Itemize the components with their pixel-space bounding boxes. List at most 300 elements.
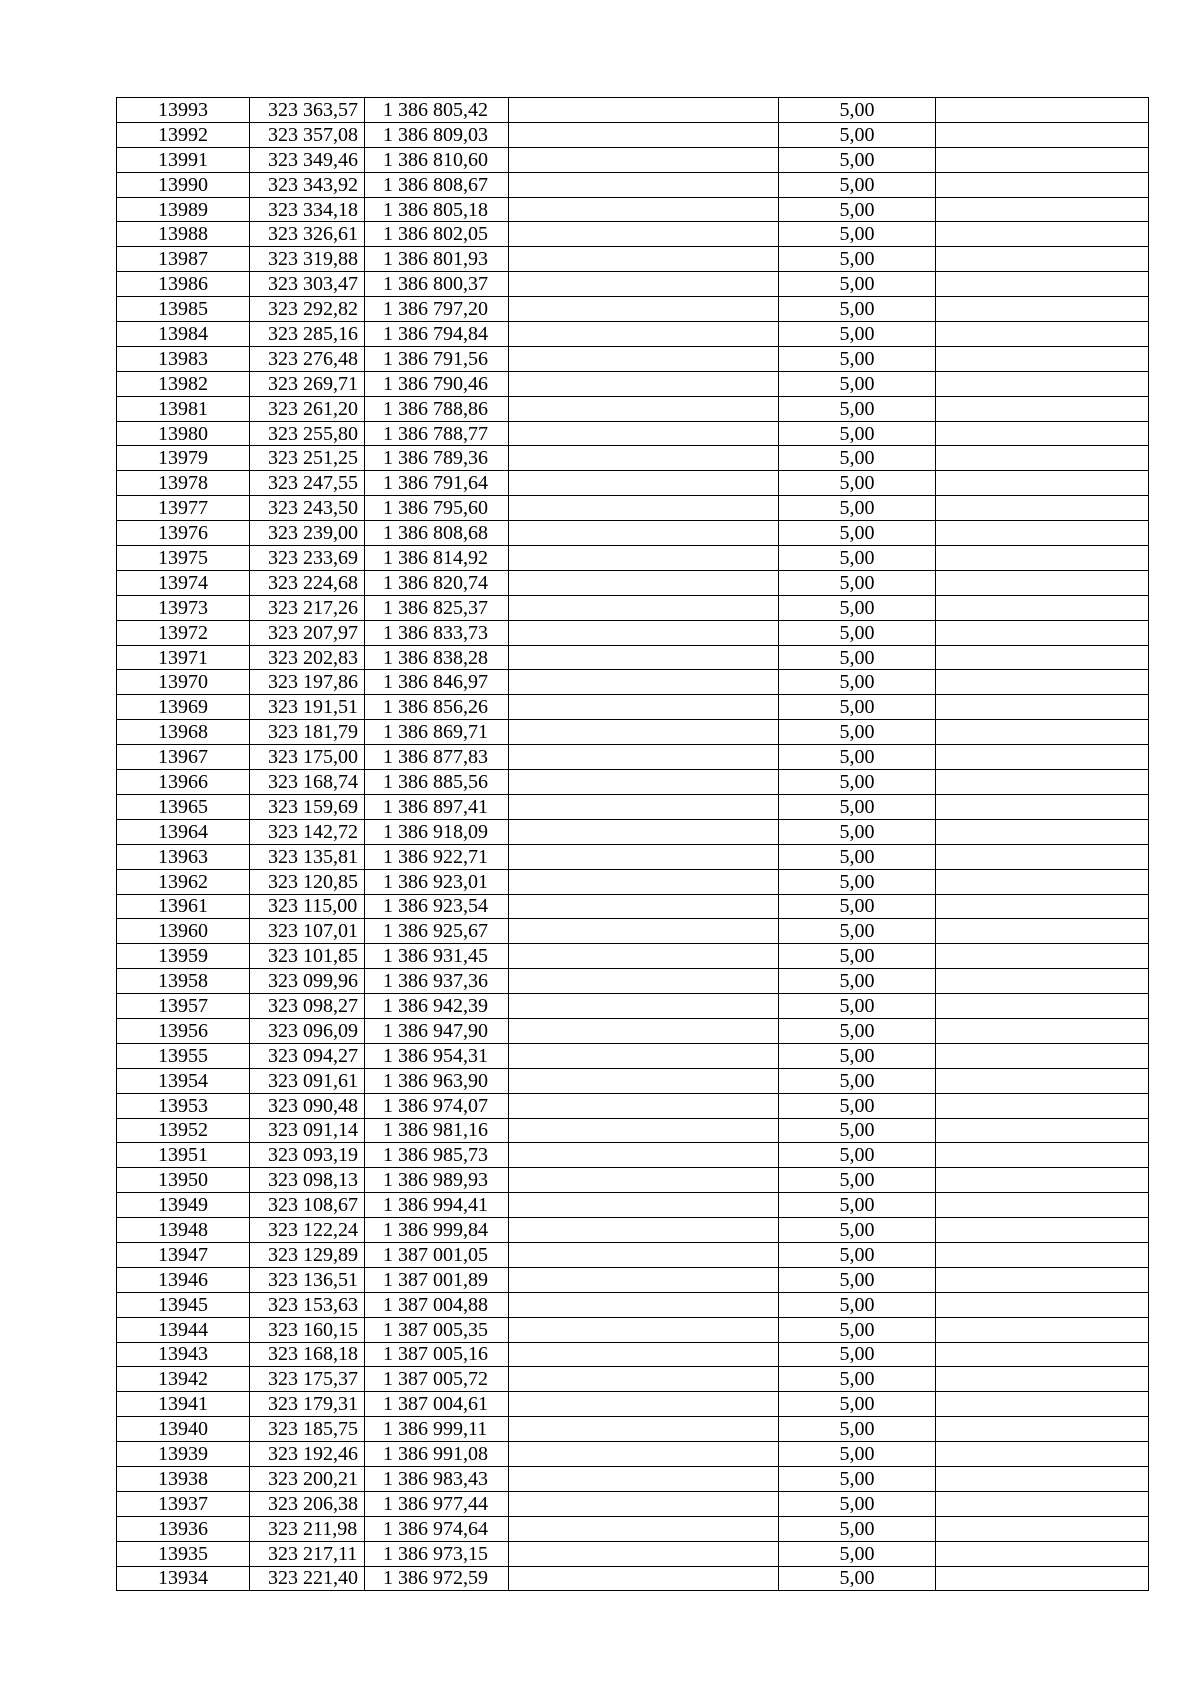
y-coordinate-cell: 1 386 808,68: [365, 521, 509, 546]
y-coordinate-cell: 1 386 991,08: [365, 1442, 509, 1467]
table-row: [117, 1392, 1149, 1417]
y-coordinate-cell: 1 386 925,67: [365, 919, 509, 944]
description-cell: [509, 1143, 779, 1168]
y-coordinate-cell: 1 386 797,20: [365, 297, 509, 322]
note-cell: [936, 919, 1149, 944]
table-row: [117, 1193, 1149, 1218]
accuracy-cell: 5,00: [779, 396, 936, 421]
note-cell: [936, 570, 1149, 595]
note-cell: [936, 994, 1149, 1019]
y-coordinate-cell: 1 386 974,64: [365, 1516, 509, 1541]
table-row: [117, 1292, 1149, 1317]
x-coordinate-cell: 323 221,40: [250, 1566, 365, 1591]
description-cell: [509, 1516, 779, 1541]
table-row: [117, 272, 1149, 297]
table-row: [117, 1093, 1149, 1118]
point-number-cell: 13985: [117, 297, 250, 322]
x-coordinate-cell: 323 129,89: [250, 1242, 365, 1267]
accuracy-cell: 5,00: [779, 695, 936, 720]
note-cell: [936, 98, 1149, 123]
point-number-cell: 13935: [117, 1541, 250, 1566]
accuracy-cell: 5,00: [779, 496, 936, 521]
x-coordinate-cell: 323 142,72: [250, 819, 365, 844]
table-row: [117, 446, 1149, 471]
point-number-cell: 13987: [117, 247, 250, 272]
point-number-cell: 13948: [117, 1218, 250, 1243]
point-number-cell: 13966: [117, 770, 250, 795]
y-coordinate-cell: 1 386 791,64: [365, 471, 509, 496]
x-coordinate-cell: 323 326,61: [250, 222, 365, 247]
x-coordinate-cell: 323 357,08: [250, 122, 365, 147]
note-cell: [936, 1342, 1149, 1367]
note-cell: [936, 322, 1149, 347]
point-number-cell: 13978: [117, 471, 250, 496]
x-coordinate-cell: 323 261,20: [250, 396, 365, 421]
accuracy-cell: 5,00: [779, 1516, 936, 1541]
description-cell: [509, 371, 779, 396]
point-number-cell: 13971: [117, 645, 250, 670]
x-coordinate-cell: 323 224,68: [250, 570, 365, 595]
accuracy-cell: 5,00: [779, 371, 936, 396]
y-coordinate-cell: 1 386 794,84: [365, 322, 509, 347]
x-coordinate-cell: 323 094,27: [250, 1043, 365, 1068]
x-coordinate-cell: 323 107,01: [250, 919, 365, 944]
description-cell: [509, 1367, 779, 1392]
accuracy-cell: 5,00: [779, 1367, 936, 1392]
table-row: [117, 869, 1149, 894]
note-cell: [936, 595, 1149, 620]
note-cell: [936, 1242, 1149, 1267]
y-coordinate-cell: 1 386 805,42: [365, 98, 509, 123]
note-cell: [936, 1018, 1149, 1043]
x-coordinate-cell: 323 185,75: [250, 1417, 365, 1442]
accuracy-cell: 5,00: [779, 1218, 936, 1243]
description-cell: [509, 521, 779, 546]
table-row: [117, 147, 1149, 172]
description-cell: [509, 1317, 779, 1342]
x-coordinate-cell: 323 349,46: [250, 147, 365, 172]
table-row: [117, 1018, 1149, 1043]
table-row: [117, 1516, 1149, 1541]
accuracy-cell: 5,00: [779, 670, 936, 695]
x-coordinate-cell: 323 090,48: [250, 1093, 365, 1118]
y-coordinate-cell: 1 387 005,16: [365, 1342, 509, 1367]
description-cell: [509, 570, 779, 595]
note-cell: [936, 1466, 1149, 1491]
note-cell: [936, 1566, 1149, 1591]
note-cell: [936, 147, 1149, 172]
x-coordinate-cell: 323 255,80: [250, 421, 365, 446]
description-cell: [509, 172, 779, 197]
table-row: [117, 222, 1149, 247]
table-row: [117, 1043, 1149, 1068]
accuracy-cell: 5,00: [779, 1466, 936, 1491]
description-cell: [509, 869, 779, 894]
accuracy-cell: 5,00: [779, 720, 936, 745]
table-row: [117, 421, 1149, 446]
point-number-cell: 13958: [117, 969, 250, 994]
accuracy-cell: 5,00: [779, 98, 936, 123]
x-coordinate-cell: 323 206,38: [250, 1491, 365, 1516]
description-cell: [509, 770, 779, 795]
point-number-cell: 13963: [117, 844, 250, 869]
x-coordinate-cell: 323 181,79: [250, 720, 365, 745]
table-row: [117, 1143, 1149, 1168]
note-cell: [936, 645, 1149, 670]
table-row: [117, 1566, 1149, 1591]
description-cell: [509, 1093, 779, 1118]
accuracy-cell: 5,00: [779, 1143, 936, 1168]
accuracy-cell: 5,00: [779, 272, 936, 297]
note-cell: [936, 819, 1149, 844]
table-row: [117, 944, 1149, 969]
note-cell: [936, 745, 1149, 770]
accuracy-cell: 5,00: [779, 894, 936, 919]
point-number-cell: 13962: [117, 869, 250, 894]
note-cell: [936, 1516, 1149, 1541]
table-row: [117, 1417, 1149, 1442]
accuracy-cell: 5,00: [779, 819, 936, 844]
description-cell: [509, 1018, 779, 1043]
description-cell: [509, 421, 779, 446]
x-coordinate-cell: 323 292,82: [250, 297, 365, 322]
x-coordinate-cell: 323 211,98: [250, 1516, 365, 1541]
description-cell: [509, 595, 779, 620]
description-cell: [509, 1442, 779, 1467]
point-number-cell: 13989: [117, 197, 250, 222]
description-cell: [509, 745, 779, 770]
description-cell: [509, 720, 779, 745]
accuracy-cell: 5,00: [779, 770, 936, 795]
point-number-cell: 13969: [117, 695, 250, 720]
accuracy-cell: 5,00: [779, 1566, 936, 1591]
point-number-cell: 13944: [117, 1317, 250, 1342]
note-cell: [936, 272, 1149, 297]
y-coordinate-cell: 1 386 994,41: [365, 1193, 509, 1218]
table-row: [117, 794, 1149, 819]
point-number-cell: 13991: [117, 147, 250, 172]
table-row: [117, 1541, 1149, 1566]
point-number-cell: 13936: [117, 1516, 250, 1541]
point-number-cell: 13975: [117, 546, 250, 571]
x-coordinate-cell: 323 091,14: [250, 1118, 365, 1143]
x-coordinate-cell: 323 120,85: [250, 869, 365, 894]
y-coordinate-cell: 1 386 985,73: [365, 1143, 509, 1168]
description-cell: [509, 322, 779, 347]
point-number-cell: 13959: [117, 944, 250, 969]
point-number-cell: 13982: [117, 371, 250, 396]
x-coordinate-cell: 323 098,13: [250, 1168, 365, 1193]
y-coordinate-cell: 1 387 005,35: [365, 1317, 509, 1342]
point-number-cell: 13945: [117, 1292, 250, 1317]
table-row: [117, 1218, 1149, 1243]
description-cell: [509, 1267, 779, 1292]
description-cell: [509, 546, 779, 571]
accuracy-cell: 5,00: [779, 919, 936, 944]
table-row: [117, 371, 1149, 396]
description-cell: [509, 1043, 779, 1068]
accuracy-cell: 5,00: [779, 346, 936, 371]
table-row: [117, 322, 1149, 347]
x-coordinate-cell: 323 197,86: [250, 670, 365, 695]
y-coordinate-cell: 1 386 801,93: [365, 247, 509, 272]
description-cell: [509, 1193, 779, 1218]
y-coordinate-cell: 1 387 001,89: [365, 1267, 509, 1292]
accuracy-cell: 5,00: [779, 944, 936, 969]
table-row: [117, 471, 1149, 496]
note-cell: [936, 297, 1149, 322]
point-number-cell: 13972: [117, 620, 250, 645]
y-coordinate-cell: 1 386 833,73: [365, 620, 509, 645]
accuracy-cell: 5,00: [779, 1342, 936, 1367]
x-coordinate-cell: 323 159,69: [250, 794, 365, 819]
x-coordinate-cell: 323 115,00: [250, 894, 365, 919]
description-cell: [509, 1491, 779, 1516]
x-coordinate-cell: 323 334,18: [250, 197, 365, 222]
accuracy-cell: 5,00: [779, 446, 936, 471]
y-coordinate-cell: 1 386 810,60: [365, 147, 509, 172]
note-cell: [936, 720, 1149, 745]
note-cell: [936, 969, 1149, 994]
description-cell: [509, 1168, 779, 1193]
x-coordinate-cell: 323 136,51: [250, 1267, 365, 1292]
accuracy-cell: 5,00: [779, 969, 936, 994]
y-coordinate-cell: 1 386 808,67: [365, 172, 509, 197]
description-cell: [509, 1541, 779, 1566]
description-cell: [509, 620, 779, 645]
coordinates-table: [116, 97, 1149, 1591]
note-cell: [936, 1043, 1149, 1068]
note-cell: [936, 197, 1149, 222]
x-coordinate-cell: 323 251,25: [250, 446, 365, 471]
accuracy-cell: 5,00: [779, 546, 936, 571]
point-number-cell: 13951: [117, 1143, 250, 1168]
note-cell: [936, 1541, 1149, 1566]
x-coordinate-cell: 323 269,71: [250, 371, 365, 396]
accuracy-cell: 5,00: [779, 1242, 936, 1267]
y-coordinate-cell: 1 386 846,97: [365, 670, 509, 695]
table-row: [117, 1168, 1149, 1193]
note-cell: [936, 1317, 1149, 1342]
note-cell: [936, 944, 1149, 969]
table-row: [117, 770, 1149, 795]
x-coordinate-cell: 323 096,09: [250, 1018, 365, 1043]
description-cell: [509, 819, 779, 844]
accuracy-cell: 5,00: [779, 147, 936, 172]
x-coordinate-cell: 323 192,46: [250, 1442, 365, 1467]
point-number-cell: 13957: [117, 994, 250, 1019]
description-cell: [509, 1392, 779, 1417]
point-number-cell: 13939: [117, 1442, 250, 1467]
note-cell: [936, 172, 1149, 197]
table-row: [117, 98, 1149, 123]
point-number-cell: 13992: [117, 122, 250, 147]
accuracy-cell: 5,00: [779, 247, 936, 272]
point-number-cell: 13947: [117, 1242, 250, 1267]
x-coordinate-cell: 323 276,48: [250, 346, 365, 371]
table-row: [117, 969, 1149, 994]
description-cell: [509, 446, 779, 471]
table-row: [117, 1367, 1149, 1392]
accuracy-cell: 5,00: [779, 521, 936, 546]
table-row: [117, 496, 1149, 521]
description-cell: [509, 122, 779, 147]
table-row: [117, 247, 1149, 272]
table-row: [117, 396, 1149, 421]
point-number-cell: 13956: [117, 1018, 250, 1043]
note-cell: [936, 1491, 1149, 1516]
note-cell: [936, 1143, 1149, 1168]
accuracy-cell: 5,00: [779, 1168, 936, 1193]
note-cell: [936, 371, 1149, 396]
note-cell: [936, 122, 1149, 147]
description-cell: [509, 695, 779, 720]
note-cell: [936, 1392, 1149, 1417]
y-coordinate-cell: 1 386 918,09: [365, 819, 509, 844]
y-coordinate-cell: 1 386 922,71: [365, 844, 509, 869]
point-number-cell: 13967: [117, 745, 250, 770]
description-cell: [509, 272, 779, 297]
x-coordinate-cell: 323 135,81: [250, 844, 365, 869]
x-coordinate-cell: 323 179,31: [250, 1392, 365, 1417]
y-coordinate-cell: 1 386 974,07: [365, 1093, 509, 1118]
description-cell: [509, 994, 779, 1019]
point-number-cell: 13943: [117, 1342, 250, 1367]
y-coordinate-cell: 1 386 999,11: [365, 1417, 509, 1442]
note-cell: [936, 396, 1149, 421]
description-cell: [509, 1292, 779, 1317]
note-cell: [936, 695, 1149, 720]
note-cell: [936, 496, 1149, 521]
x-coordinate-cell: 323 175,00: [250, 745, 365, 770]
note-cell: [936, 770, 1149, 795]
note-cell: [936, 1218, 1149, 1243]
table-row: [117, 521, 1149, 546]
point-number-cell: 13984: [117, 322, 250, 347]
description-cell: [509, 1218, 779, 1243]
point-number-cell: 13949: [117, 1193, 250, 1218]
table-row: [117, 1442, 1149, 1467]
y-coordinate-cell: 1 386 973,15: [365, 1541, 509, 1566]
point-number-cell: 13988: [117, 222, 250, 247]
x-coordinate-cell: 323 217,26: [250, 595, 365, 620]
table-row: [117, 645, 1149, 670]
note-cell: [936, 1118, 1149, 1143]
y-coordinate-cell: 1 387 005,72: [365, 1367, 509, 1392]
note-cell: [936, 869, 1149, 894]
point-number-cell: 13961: [117, 894, 250, 919]
point-number-cell: 13980: [117, 421, 250, 446]
note-cell: [936, 247, 1149, 272]
accuracy-cell: 5,00: [779, 645, 936, 670]
note-cell: [936, 670, 1149, 695]
point-number-cell: 13986: [117, 272, 250, 297]
y-coordinate-cell: 1 386 947,90: [365, 1018, 509, 1043]
table-row: [117, 297, 1149, 322]
table-row: [117, 346, 1149, 371]
y-coordinate-cell: 1 386 802,05: [365, 222, 509, 247]
accuracy-cell: 5,00: [779, 620, 936, 645]
point-number-cell: 13952: [117, 1118, 250, 1143]
accuracy-cell: 5,00: [779, 1193, 936, 1218]
x-coordinate-cell: 323 099,96: [250, 969, 365, 994]
note-cell: [936, 894, 1149, 919]
x-coordinate-cell: 323 168,74: [250, 770, 365, 795]
point-number-cell: 13937: [117, 1491, 250, 1516]
y-coordinate-cell: 1 386 877,83: [365, 745, 509, 770]
accuracy-cell: 5,00: [779, 1068, 936, 1093]
description-cell: [509, 247, 779, 272]
y-coordinate-cell: 1 386 972,59: [365, 1566, 509, 1591]
table-row: [117, 844, 1149, 869]
note-cell: [936, 1093, 1149, 1118]
table-row: [117, 745, 1149, 770]
table-row: [117, 1342, 1149, 1367]
note-cell: [936, 446, 1149, 471]
description-cell: [509, 844, 779, 869]
note-cell: [936, 620, 1149, 645]
table-row: [117, 1491, 1149, 1516]
y-coordinate-cell: 1 386 856,26: [365, 695, 509, 720]
note-cell: [936, 794, 1149, 819]
point-number-cell: 13942: [117, 1367, 250, 1392]
accuracy-cell: 5,00: [779, 595, 936, 620]
y-coordinate-cell: 1 386 989,93: [365, 1168, 509, 1193]
accuracy-cell: 5,00: [779, 844, 936, 869]
accuracy-cell: 5,00: [779, 1491, 936, 1516]
accuracy-cell: 5,00: [779, 869, 936, 894]
point-number-cell: 13968: [117, 720, 250, 745]
y-coordinate-cell: 1 386 825,37: [365, 595, 509, 620]
table-row: [117, 695, 1149, 720]
accuracy-cell: 5,00: [779, 1392, 936, 1417]
point-number-cell: 13993: [117, 98, 250, 123]
accuracy-cell: 5,00: [779, 1442, 936, 1467]
accuracy-cell: 5,00: [779, 297, 936, 322]
point-number-cell: 13940: [117, 1417, 250, 1442]
x-coordinate-cell: 323 175,37: [250, 1367, 365, 1392]
accuracy-cell: 5,00: [779, 1043, 936, 1068]
x-coordinate-cell: 323 363,57: [250, 98, 365, 123]
y-coordinate-cell: 1 386 981,16: [365, 1118, 509, 1143]
table-row: [117, 1466, 1149, 1491]
point-number-cell: 13964: [117, 819, 250, 844]
description-cell: [509, 1342, 779, 1367]
x-coordinate-cell: 323 160,15: [250, 1317, 365, 1342]
x-coordinate-cell: 323 207,97: [250, 620, 365, 645]
point-number-cell: 13965: [117, 794, 250, 819]
table-row: [117, 1267, 1149, 1292]
accuracy-cell: 5,00: [779, 570, 936, 595]
accuracy-cell: 5,00: [779, 1317, 936, 1342]
coordinates-table-body: [117, 98, 1149, 1591]
y-coordinate-cell: 1 386 954,31: [365, 1043, 509, 1068]
description-cell: [509, 1417, 779, 1442]
accuracy-cell: 5,00: [779, 794, 936, 819]
description-cell: [509, 197, 779, 222]
point-number-cell: 13990: [117, 172, 250, 197]
y-coordinate-cell: 1 386 795,60: [365, 496, 509, 521]
x-coordinate-cell: 323 233,69: [250, 546, 365, 571]
note-cell: [936, 1193, 1149, 1218]
y-coordinate-cell: 1 386 963,90: [365, 1068, 509, 1093]
accuracy-cell: 5,00: [779, 172, 936, 197]
x-coordinate-cell: 323 247,55: [250, 471, 365, 496]
point-number-cell: 13941: [117, 1392, 250, 1417]
accuracy-cell: 5,00: [779, 322, 936, 347]
y-coordinate-cell: 1 386 790,46: [365, 371, 509, 396]
description-cell: [509, 1466, 779, 1491]
